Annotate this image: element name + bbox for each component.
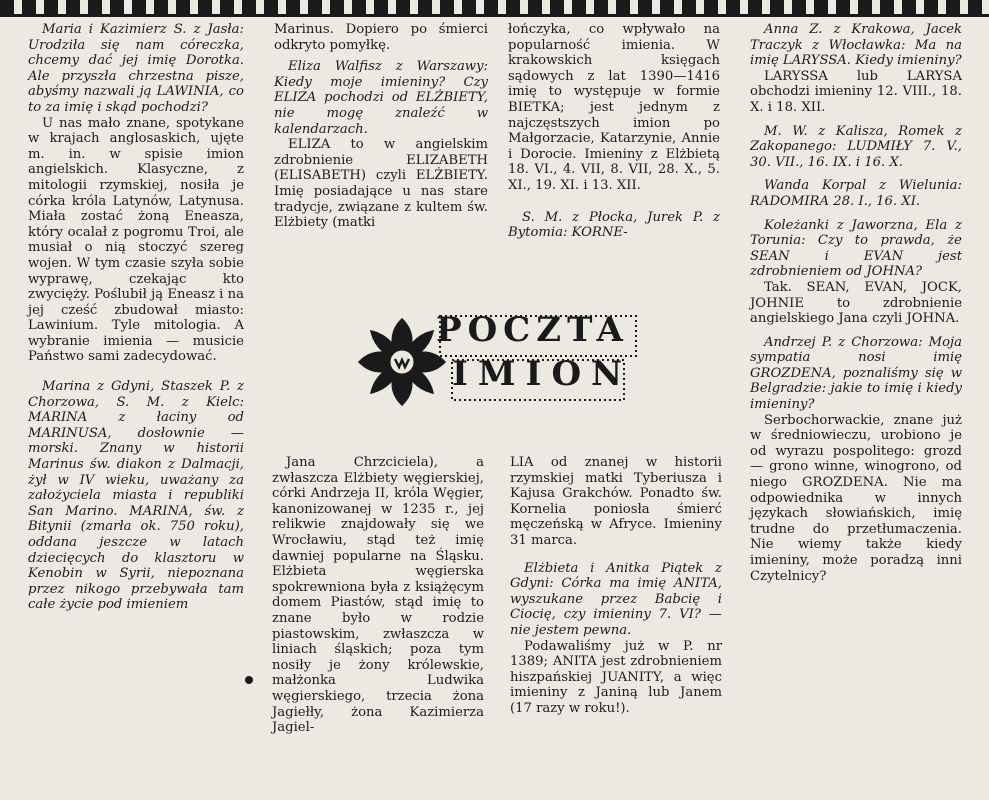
column-4 xyxy=(750,22,962,584)
letter-answer: Podawaliśmy już w P. nr 1389; ANITA jest zdrobnieniem hiszpańskiej JUANITY, a więc imieniny z Janiną lub Janem (17 razy w roku!). xyxy=(510,638,722,716)
letter-question: Wanda Korpal z Wielunia: RADOMIRA 28. I., 16. XI. xyxy=(750,178,962,209)
letter-question: Eliza Walfisz z Warszawy: Kiedy moje imieniny? Czy ELIZA pochodzi od ELŻBIETY, nie mogę znaleźć w kalendarzach. xyxy=(274,59,488,137)
letter-answer: Marinus. Dopiero po śmierci odkryto pomyłkę. xyxy=(274,22,488,53)
bullet-dot xyxy=(245,676,253,684)
column-1 xyxy=(28,22,244,613)
letter-question: S. M. z Płocka, Jurek P. z Bytomia: KORNE- xyxy=(508,209,720,241)
letter-answer: LIA od znanej w historii rzymskiej matki Tyberiusza i Kajusa Grakchów. Ponadto św. Kornelia poniosła śmierć męczeńską w Afryce. Imieniny 31 marca. xyxy=(510,455,722,548)
letter-answer: ELIZA to w angielskim zdrobnienie ELIZABETH (ELISABETH) czyli ELŻBIETY. Imię posiadające u nas stare tradycje, związane z kultem św. Elżbiety (matki xyxy=(274,137,488,231)
letter-answer: LARYSSA lub LARYSA obchodzi imieniny 12. VIII., 18. X. i 18. XII. xyxy=(750,68,962,115)
letter-answer: Serbochorwackie, znane już w średniowieczu, urobiono je od wyrazu pospolitego: grozd — grono winne, winogrono, od niego GROZDENA. Nie ma odpowiednika w innych językach słowiańskich, imię trudne do przetłumaczenia. Nie wiemy także kiedy imieniny, może poradzą inni Czytelnicy? xyxy=(750,412,962,584)
letter-question: Koleżanki z Jaworzna, Ela z Torunia: Czy to prawda, że SEAN i EVAN jest zdrobnieniem od JOHNA? xyxy=(750,217,962,280)
column-3-lower xyxy=(510,455,722,717)
letter-question: Maria i Kazimierz S. z Jasła: Urodziła się nam córeczka, chcemy dać jej imię Dorotka. Ale przyszła chrzestna pisze, abyśmy nazwali ją LAWINIA, co to za imię i skąd pochodzi? xyxy=(28,22,244,115)
letter-question: Marina z Gdyni, Staszek P. z Chorzowa, S. M. z Kielc: MARINA z łaciny od MARINUSA, dosłownie — morski. Znany w historii Marinus św. diakon z Dalmacji, żył w IV wieku, uważany za założyciela miasta i republiki San Marino. MARINA, św. z Bitynii (zmarła ok. 750 roku), oddana jeszcze w latach dziecięcych do klasztoru w Kenobin w Syrii, niepoznana przez nikogo przebywała tam całe życie pod imieniem xyxy=(28,379,244,613)
top-border xyxy=(0,0,989,14)
letter-answer: łończyka, co wpływało na popularność imienia. W krakowskich księgach sądowych z lat 1390—1416 imię to występuje w formie BIETKA; jest jednym z najczęstszych imion po Małgorzacie, Katarzynie, Annie i Dorocie. Imieniny z Elżbietą 18. VI., 4. VII, 8. VII, 28. X., 5. XI., 19. XI. i 13. XII. xyxy=(508,22,720,193)
column-3 xyxy=(508,22,720,241)
letter-question: Elżbieta i Anitka Piątek z Gdyni: Córka ma imię ANITA, wyszukane przez Babcię i Ciocię, czy imieniny 7. VI? — nie jestem pewna. xyxy=(510,560,722,638)
column-heading-logo xyxy=(356,302,646,420)
letter-answer: Jana Chrzciciela), a zwłaszcza Elżbiety węgierskiej, córki Andrzeja II, króla Węgier, kanonizowanej w 1235 r., jej relikwie znajdowały się we Wrocławiu, stąd też imię dawniej popularne na Śląsku. Elżbieta węgierska spokrewniona była z książęcym domem Piastów, stąd imię to znane było w rodzie piastowskim, zwłaszcza w liniach śląskich; poza tym nosiły je żony królewskie, małżonka Ludwika węgierskiego, trzecia żona Jagiełły, żona Kazimierza Jagiel- xyxy=(272,455,484,736)
column-2 xyxy=(274,22,488,231)
letter-answer: U nas mało znane, spotykane w krajach anglosaskich, ujęte m. in. w spisie imion angielskich. Klasyczne, z mitologii rzymskiej, nosiła je córka króla Latynów, Latynusa. Miała zostać żoną Eneasza, który ocalał z pogromu Troi, ale musiał o nią stoczyć szereg wojen. W tym czasie szyła sobie wyprawę, czekając kto zwycięży. Poślubił ją Eneasz i na jej cześć zbudował miasto: Lawinium. Tyle mitologia. A wybranie imienia — musicie Państwo sami zadecydować. xyxy=(28,115,244,365)
letter-answer: Tak. SEAN, EVAN, JOCK, JOHNIE to zdrobnienie angielskiego Jana czyli JOHNA. xyxy=(750,279,962,327)
heading-line-2: IMION xyxy=(452,354,633,394)
heading-line-1: POCZTA xyxy=(436,310,629,350)
letter-question: Andrzej P. z Chorzowa: Moja sympatia nosi imię GROZDENA, poznaliśmy się w Belgradzie: jakie to imię i kiedy imieniny? xyxy=(750,334,962,413)
letter-question: Anna Z. z Krakowa, Jacek Traczyk z Włocławka: Ma na imię LARYSSA. Kiedy imieniny? xyxy=(750,22,962,69)
column-2-lower xyxy=(272,455,484,736)
letter-question: M. W. z Kalisza, Romek z Zakopanego: LUDMIŁY 7. V., 30. VII., 16. IX. i 16. X. xyxy=(750,123,962,170)
